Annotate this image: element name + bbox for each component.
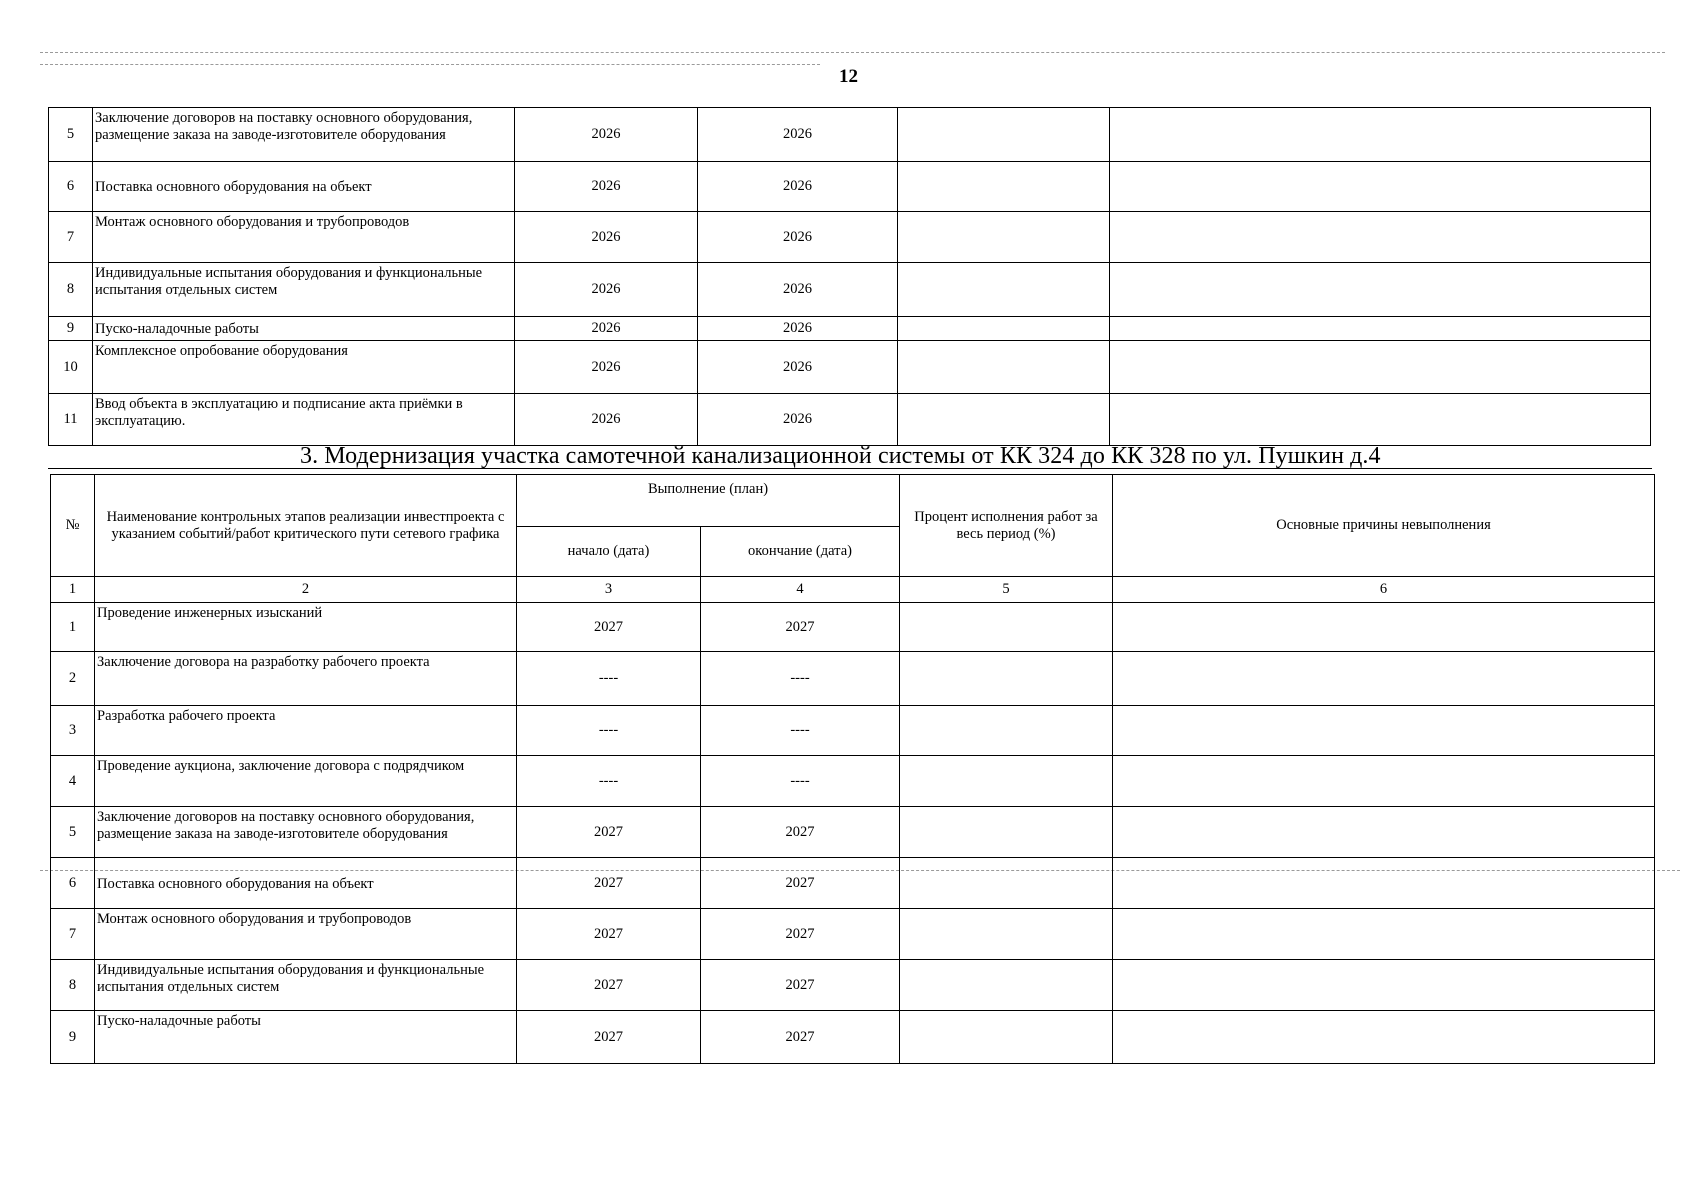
reasons-cell — [1110, 108, 1651, 162]
table-row — [51, 652, 1655, 706]
table-row — [49, 108, 1651, 162]
column-number: 5 — [900, 577, 1113, 603]
column-number: 2 — [95, 577, 517, 603]
header-plan: Выполнение (план) — [517, 475, 900, 527]
percent-cell — [900, 1011, 1113, 1064]
reasons-cell — [1113, 603, 1655, 652]
reasons-cell — [1110, 317, 1651, 341]
end-date: 2027 — [701, 909, 900, 960]
scan-artifact-line — [40, 52, 1665, 53]
scan-artifact-line — [40, 64, 820, 65]
header-start-date: начало (дата) — [517, 527, 701, 577]
reasons-cell — [1113, 1011, 1655, 1064]
section-title: 3. Модернизация участка самотечной канализационной системы от КК 324 до КК 328 по ул. Пушкин д.4 — [300, 443, 1381, 469]
column-number: 4 — [701, 577, 900, 603]
start-date: ---- — [517, 706, 701, 756]
percent-cell — [898, 162, 1110, 212]
start-date: ---- — [517, 652, 701, 706]
table-row — [51, 909, 1655, 960]
stage-name: Проведение инженерных изысканий — [95, 603, 517, 652]
end-date: 2026 — [698, 394, 898, 446]
start-date: 2027 — [517, 807, 701, 858]
stage-name: Ввод объекта в эксплуатацию и подписание акта приёмки в эксплуатацию. — [93, 394, 515, 446]
column-number-row — [51, 577, 1655, 603]
table-row — [51, 858, 1655, 909]
percent-cell — [900, 858, 1113, 909]
start-date: 2026 — [515, 108, 698, 162]
column-number: 1 — [51, 577, 95, 603]
reasons-cell — [1113, 756, 1655, 807]
table-row — [49, 263, 1651, 317]
end-date: 2027 — [701, 1011, 900, 1064]
percent-cell — [900, 756, 1113, 807]
percent-cell — [900, 807, 1113, 858]
table-row — [51, 1011, 1655, 1064]
percent-cell — [900, 603, 1113, 652]
start-date: 2026 — [515, 341, 698, 394]
row-number: 7 — [51, 909, 95, 960]
percent-cell — [898, 212, 1110, 263]
end-date: 2027 — [701, 603, 900, 652]
title-underline — [48, 468, 1652, 469]
row-number: 3 — [51, 706, 95, 756]
end-date: 2026 — [698, 162, 898, 212]
reasons-cell — [1113, 909, 1655, 960]
table-row — [51, 960, 1655, 1011]
header-number: № — [51, 475, 95, 577]
stage-name: Индивидуальные испытания оборудования и функциональные испытания отдельных систем — [93, 263, 515, 317]
end-date: ---- — [701, 756, 900, 807]
table-row — [49, 341, 1651, 394]
stage-name: Поставка основного оборудования на объект — [93, 162, 515, 212]
row-number: 8 — [49, 263, 93, 317]
stage-name: Индивидуальные испытания оборудования и функциональные испытания отдельных систем — [95, 960, 517, 1011]
row-number: 1 — [51, 603, 95, 652]
start-date: 2027 — [517, 858, 701, 909]
stage-name: Монтаж основного оборудования и трубопроводов — [95, 909, 517, 960]
start-date: 2027 — [517, 1011, 701, 1064]
start-date: 2026 — [515, 212, 698, 263]
table-row — [51, 756, 1655, 807]
row-number: 6 — [49, 162, 93, 212]
row-number: 6 — [51, 858, 95, 909]
header-row — [51, 475, 1655, 527]
end-date: 2027 — [701, 858, 900, 909]
reasons-cell — [1110, 394, 1651, 446]
stage-name: Заключение договоров на поставку основного оборудования, размещение заказа на заводе-изготовителе оборудования — [95, 807, 517, 858]
start-date: ---- — [517, 756, 701, 807]
table-row — [49, 394, 1651, 446]
stage-name: Поставка основного оборудования на объект — [95, 858, 517, 909]
start-date: 2027 — [517, 603, 701, 652]
end-date: 2026 — [698, 341, 898, 394]
row-number: 2 — [51, 652, 95, 706]
percent-cell — [898, 108, 1110, 162]
percent-cell — [898, 394, 1110, 446]
stage-name: Заключение договора на разработку рабочего проекта — [95, 652, 517, 706]
percent-cell — [898, 317, 1110, 341]
header-stage-name: Наименование контрольных этапов реализации инвестпроекта с указанием событий/работ критического пути сетевого графика — [95, 475, 517, 577]
start-date: 2026 — [515, 317, 698, 341]
row-number: 7 — [49, 212, 93, 263]
percent-cell — [900, 706, 1113, 756]
row-number: 4 — [51, 756, 95, 807]
percent-cell — [900, 909, 1113, 960]
stage-name: Монтаж основного оборудования и трубопроводов — [93, 212, 515, 263]
end-date: 2026 — [698, 263, 898, 317]
table-row — [51, 603, 1655, 652]
row-number: 10 — [49, 341, 93, 394]
reasons-cell — [1113, 807, 1655, 858]
end-date: 2026 — [698, 108, 898, 162]
table-row — [51, 706, 1655, 756]
end-date: 2026 — [698, 212, 898, 263]
column-number: 6 — [1113, 577, 1655, 603]
row-number: 9 — [51, 1011, 95, 1064]
stage-name: Заключение договоров на поставку основного оборудования, размещение заказа на заводе-изготовителе оборудования — [93, 108, 515, 162]
stage-name: Пуско-наладочные работы — [95, 1011, 517, 1064]
row-number: 9 — [49, 317, 93, 341]
table-section-3 — [50, 474, 1655, 1064]
header-percent: Процент исполнения работ за весь период (%) — [900, 475, 1113, 577]
row-number: 5 — [51, 807, 95, 858]
start-date: 2026 — [515, 162, 698, 212]
start-date: 2026 — [515, 394, 698, 446]
percent-cell — [898, 341, 1110, 394]
row-number: 5 — [49, 108, 93, 162]
end-date: ---- — [701, 706, 900, 756]
row-number: 8 — [51, 960, 95, 1011]
reasons-cell — [1110, 162, 1651, 212]
table-continuation — [48, 107, 1651, 446]
reasons-cell — [1110, 341, 1651, 394]
page-number: 12 — [839, 66, 858, 87]
reasons-cell — [1113, 960, 1655, 1011]
percent-cell — [898, 263, 1110, 317]
start-date: 2026 — [515, 263, 698, 317]
stage-name: Проведение аукциона, заключение договора с подрядчиком — [95, 756, 517, 807]
start-date: 2027 — [517, 960, 701, 1011]
table-row — [49, 212, 1651, 263]
percent-cell — [900, 960, 1113, 1011]
stage-name: Пуско-наладочные работы — [93, 317, 515, 341]
start-date: 2027 — [517, 909, 701, 960]
end-date: ---- — [701, 652, 900, 706]
reasons-cell — [1113, 706, 1655, 756]
end-date: 2027 — [701, 807, 900, 858]
reasons-cell — [1110, 263, 1651, 317]
table-row — [49, 317, 1651, 341]
stage-name: Комплексное опробование оборудования — [93, 341, 515, 394]
reasons-cell — [1113, 858, 1655, 909]
percent-cell — [900, 652, 1113, 706]
header-reasons: Основные причины невыполнения — [1113, 475, 1655, 577]
column-number: 3 — [517, 577, 701, 603]
table-row — [49, 162, 1651, 212]
header-end-date: окончание (дата) — [701, 527, 900, 577]
table-row — [51, 807, 1655, 858]
end-date: 2026 — [698, 317, 898, 341]
end-date: 2027 — [701, 960, 900, 1011]
row-number: 11 — [49, 394, 93, 446]
reasons-cell — [1110, 212, 1651, 263]
reasons-cell — [1113, 652, 1655, 706]
stage-name: Разработка рабочего проекта — [95, 706, 517, 756]
